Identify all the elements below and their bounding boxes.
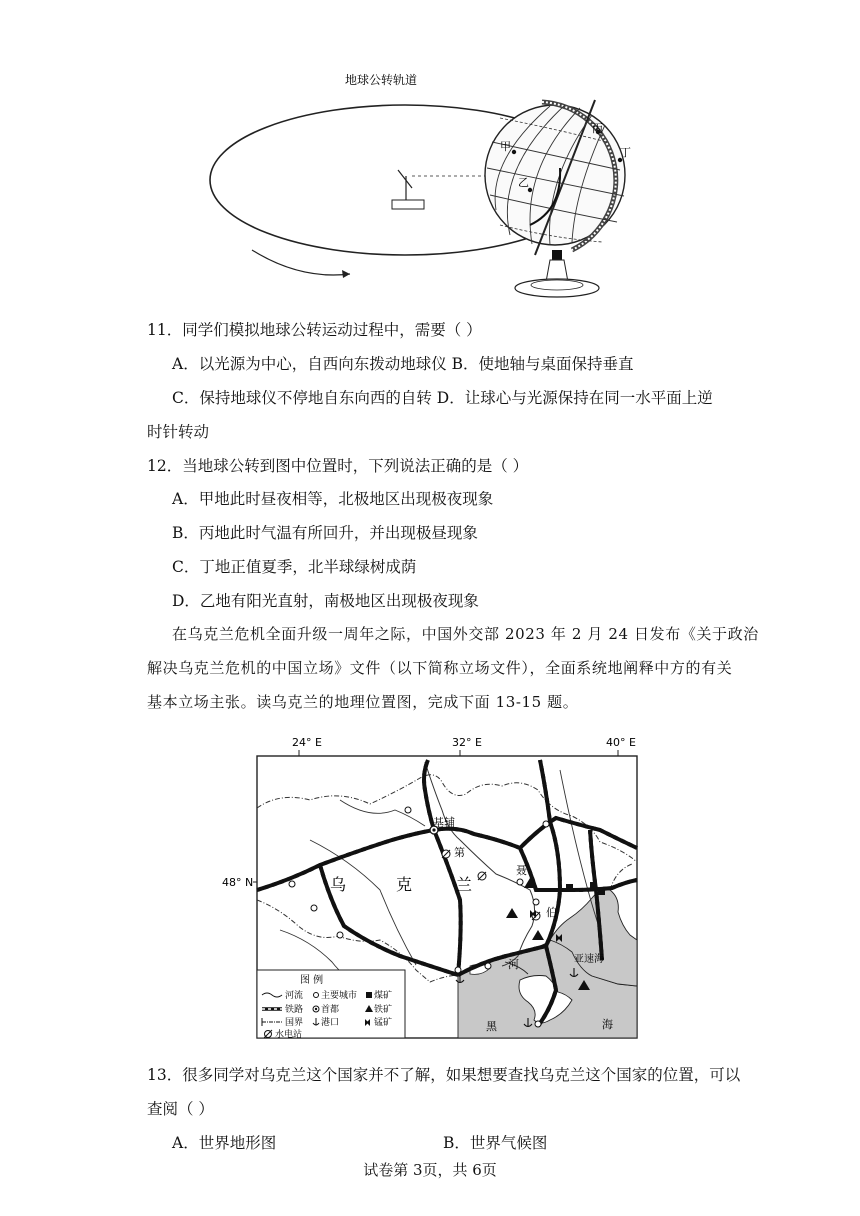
legend-port: 港口 xyxy=(321,1018,340,1028)
lon-label-40e: 40° E xyxy=(606,736,636,749)
city-di-label: 第 xyxy=(454,846,465,859)
point-yi-label: 乙 xyxy=(518,176,529,189)
question-12-option-c: C．丁地正值夏季，北半球绿树成荫 xyxy=(172,558,417,576)
point-jia-label: 甲 xyxy=(500,140,511,153)
lat-label-48n: 48° N xyxy=(222,876,254,889)
legend-hydro: 水电站 xyxy=(275,1030,303,1040)
city-nie-label: 聂 xyxy=(516,864,527,877)
legend-iron: 铁矿 xyxy=(374,1005,393,1015)
question-12-option-b: B．丙地此时气温有所回升，并出现极昼现象 xyxy=(172,524,478,542)
legend-major-city: 主要城市 xyxy=(321,991,358,1001)
question-12-option-d: D．乙地有阳光直射，南极地区出现极夜现象 xyxy=(172,592,479,610)
question-12-stem: 12．当地球公转到图中位置时，下列说法正确的是（ ） xyxy=(147,457,529,475)
legend-coal: 煤矿 xyxy=(374,991,393,1001)
globe xyxy=(485,100,631,297)
country-char-2: 克 xyxy=(396,875,413,894)
water-he-label: 河 xyxy=(508,958,519,971)
country-char-1: 乌 xyxy=(330,875,347,894)
question-13-option-a: A．世界地形图 xyxy=(172,1134,277,1152)
legend-border: 国界 xyxy=(285,1018,304,1028)
question-11-option-ab: A．以光源为中心，自西向东拨动地球仪 B．使地轴与桌面保持垂直 xyxy=(172,355,634,373)
page-footer: 试卷第 3页，共 6页 xyxy=(363,1161,497,1179)
black-sea-label-2: 海 xyxy=(602,1018,613,1031)
passage-line-2: 解决乌克兰危机的中国立场》文件（以下简称立场文件），全面系统地阐释中方的有关 xyxy=(147,659,733,677)
city-bo-label: 伯 xyxy=(546,906,557,919)
question-13-stem-line-2: 查阅（ ） xyxy=(147,1100,214,1118)
light-source xyxy=(392,170,495,209)
lon-label-32e: 32° E xyxy=(452,736,482,749)
point-ding-label: 丁 xyxy=(620,146,631,159)
legend-capital: 首都 xyxy=(321,1005,340,1015)
revolution-direction-arrow xyxy=(252,250,350,275)
point-bing-label: 丙 xyxy=(592,122,603,135)
country-char-3: 兰 xyxy=(456,875,473,894)
question-12-option-a: A．甲地此时昼夜相等，北极地区出现极夜现象 xyxy=(172,490,494,508)
passage-line-1: 在乌克兰危机全面升级一周年之际，中国外交部 2023 年 2 月 24 日发布《关于政治 xyxy=(172,625,759,643)
lon-label-24e: 24° E xyxy=(292,736,322,749)
legend-river: 河流 xyxy=(285,991,304,1001)
azov-sea-label: 亚速海 xyxy=(574,954,604,965)
orbit-label: 地球公转轨道 xyxy=(345,73,418,87)
question-13-option-b: B．世界气候图 xyxy=(443,1134,548,1152)
map-legend xyxy=(257,970,405,1040)
legend-title: 图 例 xyxy=(300,975,324,986)
passage-line-3: 基本立场主张。读乌克兰的地理位置图，完成下面 13-15 题。 xyxy=(147,693,579,711)
legend-manganese: 锰矿 xyxy=(374,1018,393,1028)
question-13-stem-line-1: 13．很多同学对乌克兰这个国家并不了解，如果想要查找乌克兰这个国家的位置，可以 xyxy=(147,1066,741,1084)
question-11-option-cd: C．保持地球仪不停地自东向西的自转 D．让球心与光源保持在同一水平面上逆 xyxy=(172,389,713,407)
city-kyiv-label: 基辅 xyxy=(433,816,455,829)
question-11-stem: 11．同学们模拟地球公转运动过程中，需要（ ） xyxy=(147,321,482,339)
earth-revolution-figure xyxy=(200,60,660,310)
black-sea-label-1: 黑 xyxy=(486,1020,497,1033)
question-11-option-d-cont: 时针转动 xyxy=(147,423,210,441)
legend-railway: 铁路 xyxy=(285,1005,304,1015)
ukraine-map xyxy=(220,730,650,1050)
